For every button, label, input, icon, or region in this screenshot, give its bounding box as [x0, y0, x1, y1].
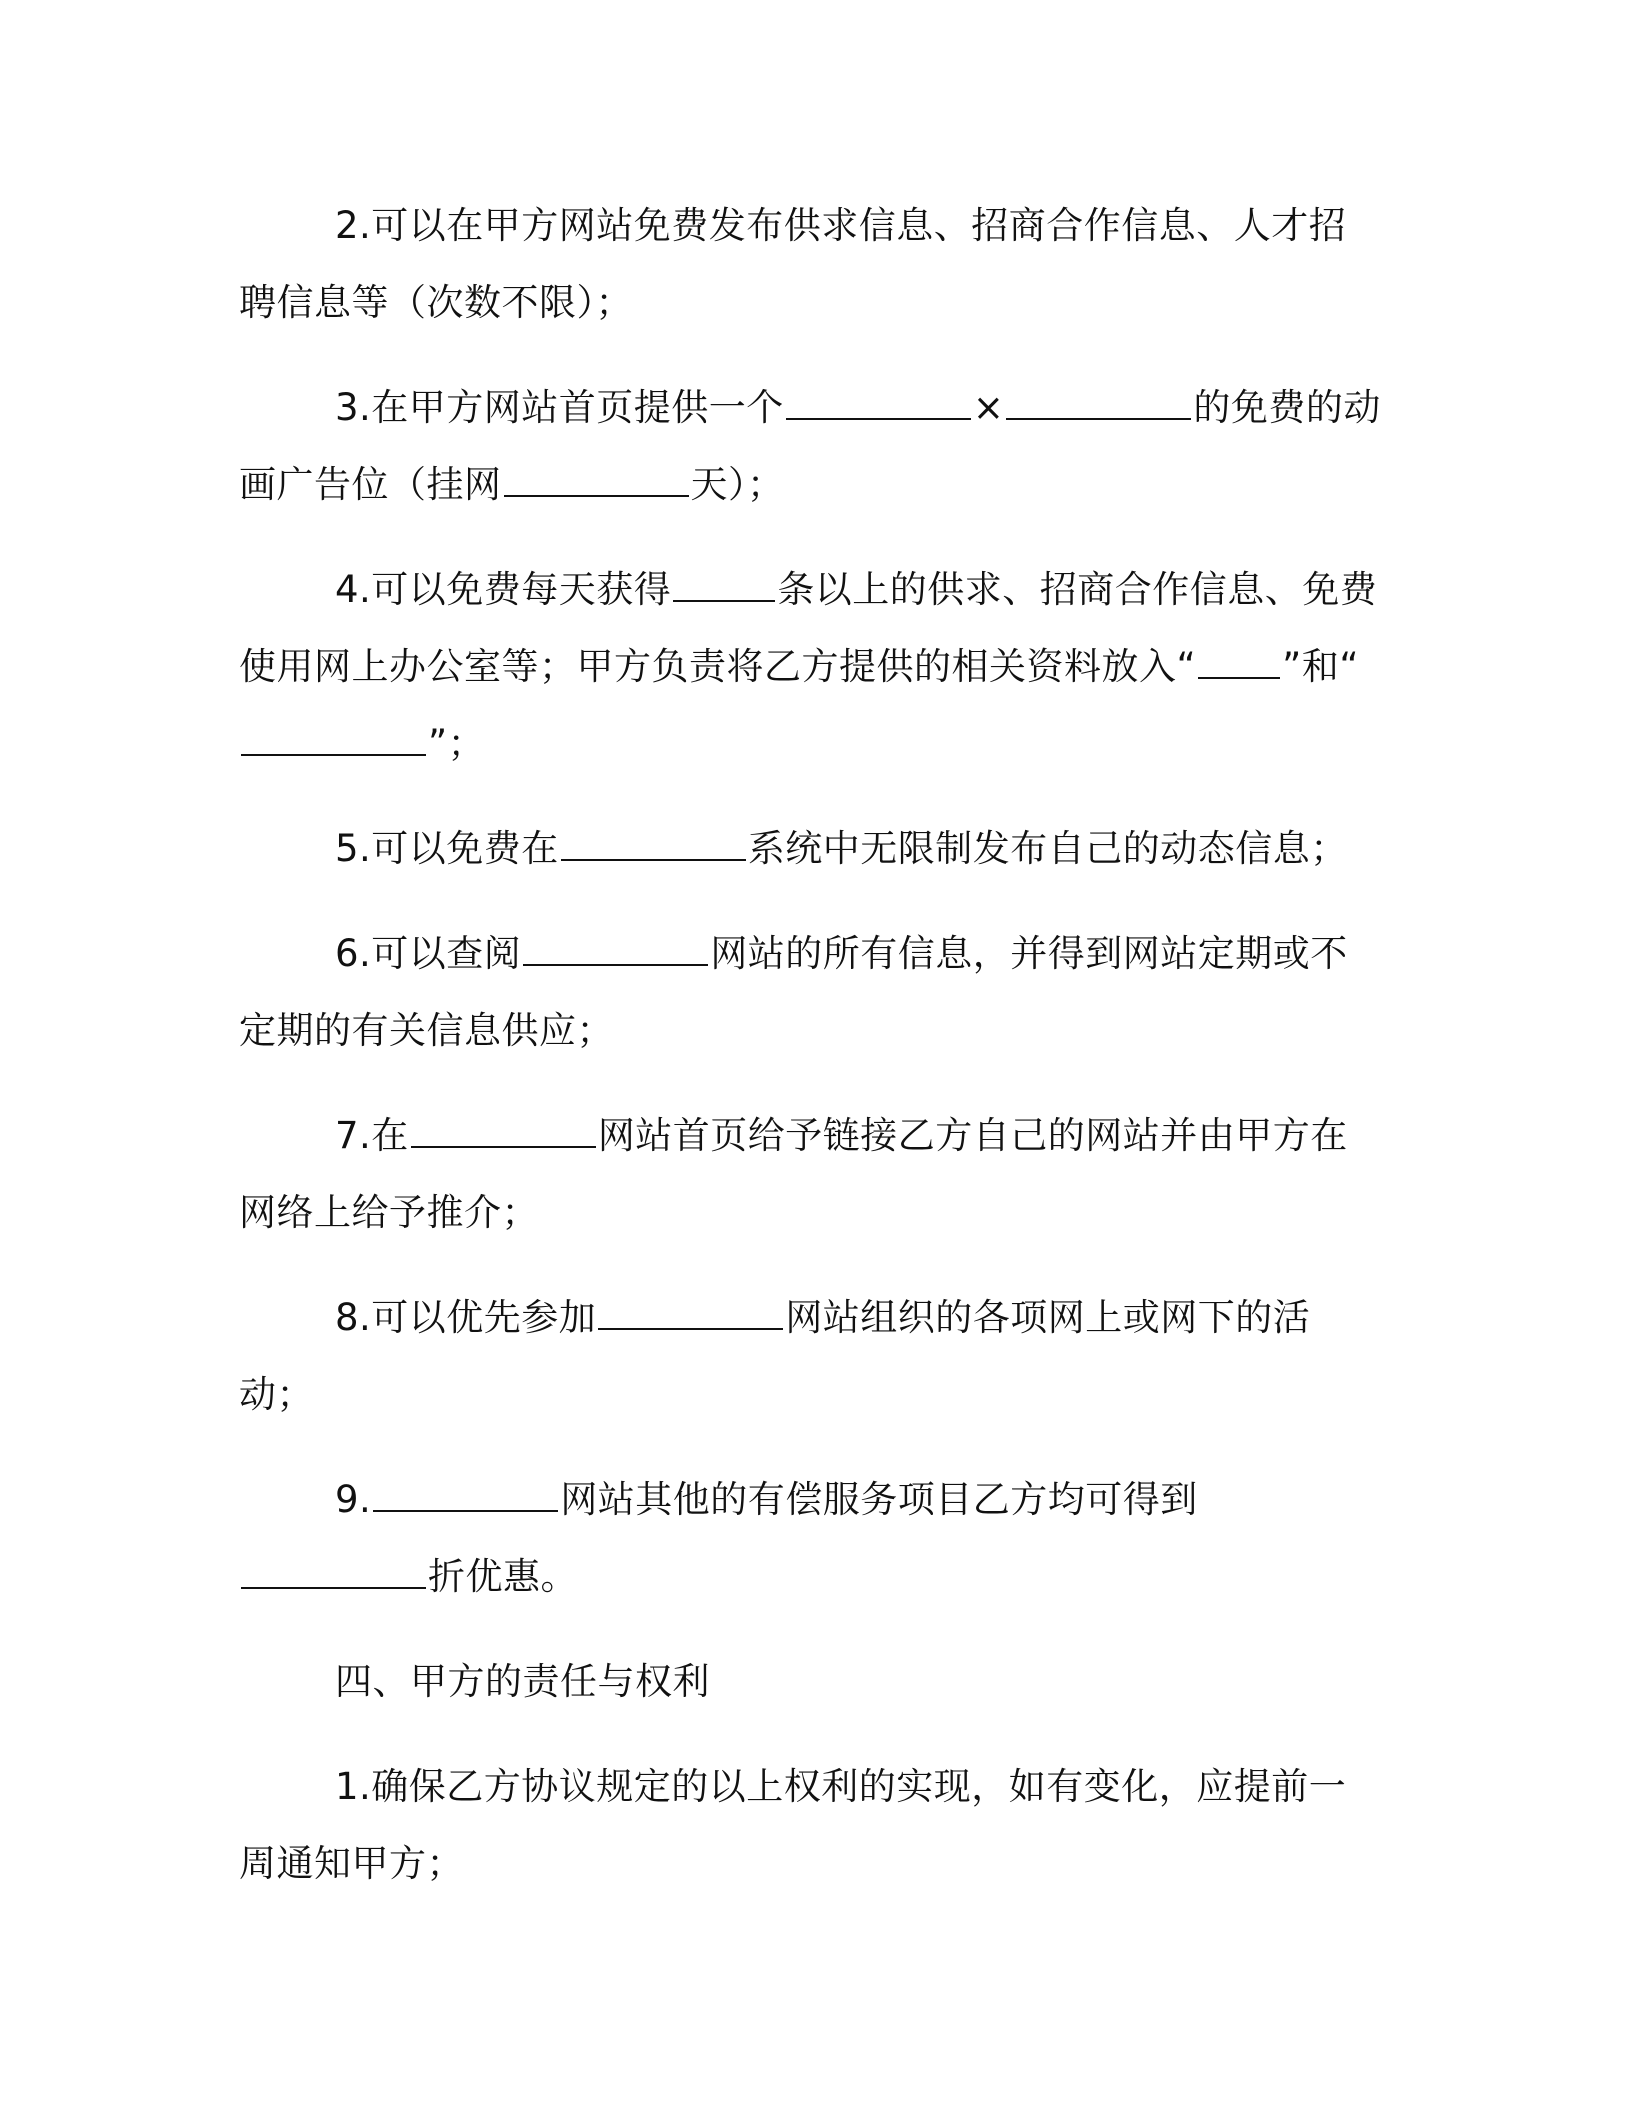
clause-5-text-a: 5.可以免费在: [335, 827, 559, 870]
clause-2-text: 2.可以在甲方网站免费发布供求信息、招商合作信息、人才招聘信息等（次数不限）；: [239, 204, 1347, 324]
clause-9-text-a: 9.: [335, 1478, 372, 1521]
clause-5-text-b: 系统中无限制发布自己的动态信息；: [747, 827, 1348, 870]
fill-in-blank: [786, 385, 971, 420]
clause-2: [239, 187, 1381, 341]
clause-3: [239, 369, 1381, 523]
clause-9-text-b: 网站其他的有偿服务项目乙方均可得到: [560, 1478, 1198, 1521]
clause-7-text-b: 网站首页给予链接乙方自己的网站并由甲方在网络上给予推介；: [239, 1114, 1348, 1234]
clause-4: [239, 551, 1381, 782]
clause-3-text-a: 3.在甲方网站首页提供一个: [335, 386, 784, 429]
clause-4-text-a: 4.可以免费每天获得: [335, 568, 672, 611]
clause-6: [239, 915, 1381, 1069]
clause-7-text-a: 7.在: [335, 1114, 409, 1157]
clause-9: [239, 1461, 1381, 1615]
fill-in-blank: [373, 1477, 558, 1512]
section-heading-4: [239, 1643, 1381, 1720]
clause-4-text-b: 条以上的供求、招商合作信息、免费使用网上办公室等；甲方负责将乙方提供的相关资料放入“: [239, 568, 1378, 688]
clause-4-text-d: ”；: [428, 722, 486, 765]
clause-8-text-a: 8.可以优先参加: [335, 1296, 597, 1339]
section-heading-text: 四、甲方的责任与权利: [335, 1660, 710, 1703]
fill-in-blank: [411, 1113, 596, 1148]
clause-9-text-c: 折优惠。: [428, 1555, 578, 1598]
fill-in-blank: [241, 721, 426, 756]
clause-6-text-b: 网站的所有信息，并得到网站定期或不定期的有关信息供应；: [239, 932, 1348, 1052]
clause-4-1: [239, 1748, 1381, 1902]
clause-8-text-b: 网站组织的各项网上或网下的活动；: [239, 1296, 1311, 1416]
fill-in-blank: [1198, 644, 1280, 679]
clause-3-text-b: 的免费的动画广告位（挂网: [239, 386, 1381, 506]
clause-4-text-c: ”和“: [1282, 645, 1360, 688]
document-body: [239, 187, 1381, 1902]
clause-8: [239, 1279, 1381, 1433]
clause-5: [239, 810, 1381, 887]
fill-in-blank: [241, 1554, 426, 1589]
clause-4-1-text: 1.确保乙方协议规定的以上权利的实现，如有变化，应提前一周通知甲方；: [239, 1765, 1347, 1885]
fill-in-blank: [523, 931, 708, 966]
clause-6-text-a: 6.可以查阅: [335, 932, 522, 975]
fill-in-blank: [673, 567, 775, 602]
clause-3-text-c: 天）；: [690, 463, 785, 506]
fill-in-blank: [561, 826, 746, 861]
fill-in-blank: [1006, 385, 1191, 420]
fill-in-blank: [504, 462, 689, 497]
fill-in-blank: [598, 1295, 783, 1330]
clause-7: [239, 1097, 1381, 1251]
clause-3-times: ×: [972, 386, 1005, 429]
